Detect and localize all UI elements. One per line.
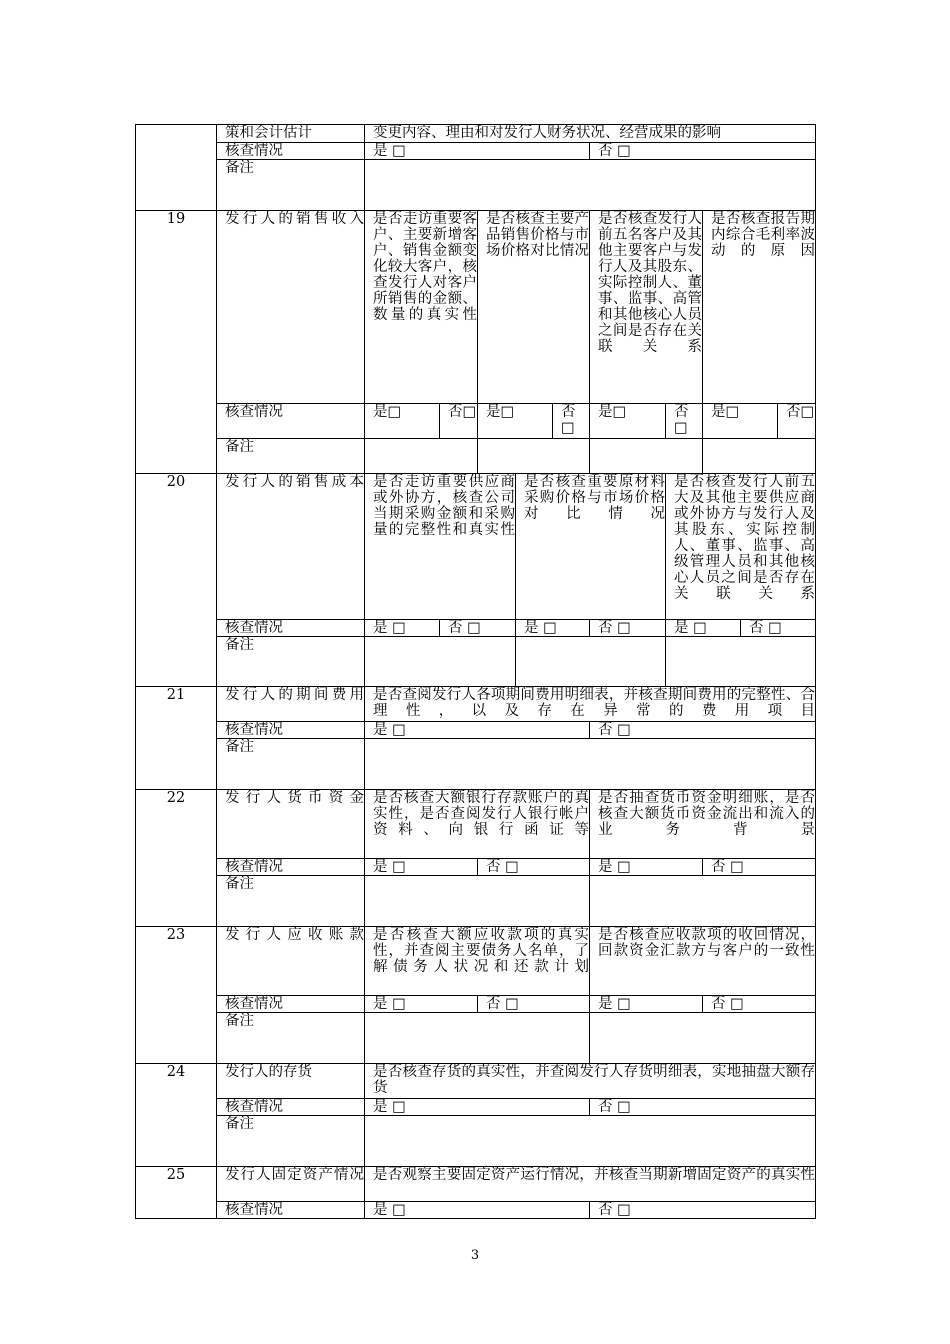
item-number: 24 [136, 1064, 217, 1167]
yes-checkbox[interactable]: 是 □ [365, 143, 590, 160]
remarks-label: 备注 [217, 637, 365, 687]
check-label: 核查情况 [217, 620, 365, 637]
item-number: 25 [136, 1167, 217, 1219]
remarks-field[interactable] [365, 1013, 590, 1064]
item-name-cell: 策和会计估计 [217, 125, 365, 143]
yes-checkbox[interactable]: 是 □ [365, 1099, 590, 1116]
verification-table [135, 124, 816, 1219]
item-number: 19 [136, 211, 217, 474]
criterion-cell: 是否核查重要原材料采购价格与市场价格对比情况 [516, 474, 666, 620]
no-checkbox[interactable]: 否 □ [590, 143, 816, 160]
item-number: 21 [136, 687, 217, 790]
no-checkbox[interactable]: 否 □ [590, 1099, 816, 1116]
check-label: 核查情况 [217, 1202, 365, 1219]
item-number: 20 [136, 474, 217, 687]
yes-checkbox[interactable]: 是 □ [365, 859, 478, 876]
no-checkbox[interactable]: 否 □ [703, 859, 816, 876]
criterion-cell: 是否走访重要供应商或外协方，核查公司当期采购金额和采购量的完整性和真实性 [365, 474, 516, 620]
remarks-field[interactable] [365, 1116, 816, 1167]
no-checkbox[interactable]: 否 □ [590, 620, 666, 637]
remarks-field[interactable] [590, 439, 703, 474]
no-checkbox[interactable]: 否□ [553, 404, 590, 439]
no-checkbox[interactable]: 否 □ [590, 1202, 816, 1219]
criterion-cell: 是否核查报告期内综合毛利率波动的原因 [703, 211, 816, 404]
yes-checkbox[interactable]: 是□ [590, 404, 666, 439]
remarks-field[interactable] [666, 637, 816, 687]
check-label: 核查情况 [217, 1099, 365, 1116]
no-checkbox[interactable]: 否□ [440, 404, 478, 439]
criterion-cell: 是否核查大额应收款项的真实性，并查阅主要债务人名单，了解债务人状况和还款计划 [365, 927, 590, 996]
item-name: 发行人货币资金 [217, 790, 365, 859]
yes-checkbox[interactable]: 是□ [478, 404, 553, 439]
remarks-label: 备注 [217, 739, 365, 790]
criterion-cell: 是否核查存货的真实性，并查阅发行人存货明细表，实地抽盘大额存货 [365, 1064, 816, 1099]
item-name: 发行人的销售收入 [217, 211, 365, 404]
criterion-cell: 是否核查发行人前五大及其他主要供应商或外协方与发行人及其股东、实际控制人、董事、监事、高级管理人员和其他核心人员之间是否存在关联关系 [666, 474, 816, 620]
criterion-cell: 是否查阅发行人各项期间费用明细表，并核查期间费用的完整性、合理性，以及存在异常的费用项目 [365, 687, 816, 722]
yes-checkbox[interactable]: 是 □ [365, 722, 590, 739]
yes-checkbox[interactable]: 是 □ [516, 620, 590, 637]
check-label: 核查情况 [217, 996, 365, 1013]
no-checkbox[interactable]: 否□ [778, 404, 816, 439]
remarks-label: 备注 [217, 160, 365, 211]
item-number: 22 [136, 790, 217, 927]
item-number-cell [136, 125, 217, 211]
criterion-cell: 是否抽查货币资金明细账，是否核查大额货币资金流出和流入的业务背景 [590, 790, 816, 859]
yes-checkbox[interactable]: 是□ [703, 404, 778, 439]
remarks-field[interactable] [478, 439, 590, 474]
check-label: 核查情况 [217, 722, 365, 739]
item-name: 发行人的存货 [217, 1064, 365, 1099]
item-number: 23 [136, 927, 217, 1064]
check-label: 核查情况 [217, 859, 365, 876]
yes-checkbox[interactable]: 是 □ [666, 620, 741, 637]
remarks-field[interactable] [590, 1013, 816, 1064]
remarks-field[interactable] [365, 439, 478, 474]
no-checkbox[interactable]: 否 □ [590, 722, 816, 739]
yes-checkbox[interactable]: 是 □ [365, 620, 440, 637]
criterion-cell: 是否核查应收款项的收回情况，回款资金汇款方与客户的一致性 [590, 927, 816, 996]
item-name: 发行人的销售成本 [217, 474, 365, 620]
remarks-label: 备注 [217, 1013, 365, 1064]
yes-checkbox[interactable]: 是 □ [365, 1202, 590, 1219]
remarks-field[interactable] [590, 876, 816, 927]
remarks-label: 备注 [217, 1116, 365, 1167]
criterion-cell: 变更内容、理由和对发行人财务状况、经营成果的影响 [365, 125, 816, 143]
criterion-cell: 是否核查发行人前五名客户及其他主要客户与发行人及其股东、实际控制人、董事、监事、高管和其他核心人员之间是否存在关联关系 [590, 211, 703, 404]
criterion-cell: 是否核查大额银行存款账户的真实性，是否查阅发行人银行帐户资料、向银行函证等 [365, 790, 590, 859]
remarks-label: 备注 [217, 439, 365, 474]
yes-checkbox[interactable]: 是 □ [365, 996, 478, 1013]
yes-checkbox[interactable]: 是□ [365, 404, 440, 439]
no-checkbox[interactable]: 否 □ [478, 859, 590, 876]
no-checkbox[interactable]: 否 □ [478, 996, 590, 1013]
yes-checkbox[interactable]: 是 □ [590, 859, 703, 876]
criterion-cell: 是否核查主要产品销售价格与市场价格对比情况 [478, 211, 590, 404]
criterion-cell: 是否走访重要客户、主要新增客户、销售金额变化较大客户，核查发行人对客户所销售的金额、数量的真实性 [365, 211, 478, 404]
no-checkbox[interactable]: 否 □ [741, 620, 816, 637]
page-number: 3 [470, 1248, 480, 1263]
check-label: 核查情况 [217, 143, 365, 160]
check-label: 核查情况 [217, 404, 365, 439]
item-name: 发行人应收账款 [217, 927, 365, 996]
remarks-field[interactable] [365, 739, 816, 790]
no-checkbox[interactable]: 否 □ [703, 996, 816, 1013]
remarks-field[interactable] [516, 637, 666, 687]
criterion-cell: 是否观察主要固定资产运行情况，并核查当期新增固定资产的真实性 [365, 1167, 816, 1202]
item-name: 发行人固定资产情况 [217, 1167, 365, 1202]
remarks-field[interactable] [365, 160, 816, 211]
remarks-field[interactable] [703, 439, 816, 474]
yes-checkbox[interactable]: 是 □ [590, 996, 703, 1013]
item-name: 发行人的期间费用 [217, 687, 365, 722]
no-checkbox[interactable]: 否□ [666, 404, 703, 439]
remarks-field[interactable] [365, 637, 516, 687]
remarks-label: 备注 [217, 876, 365, 927]
no-checkbox[interactable]: 否 □ [440, 620, 516, 637]
remarks-field[interactable] [365, 876, 590, 927]
